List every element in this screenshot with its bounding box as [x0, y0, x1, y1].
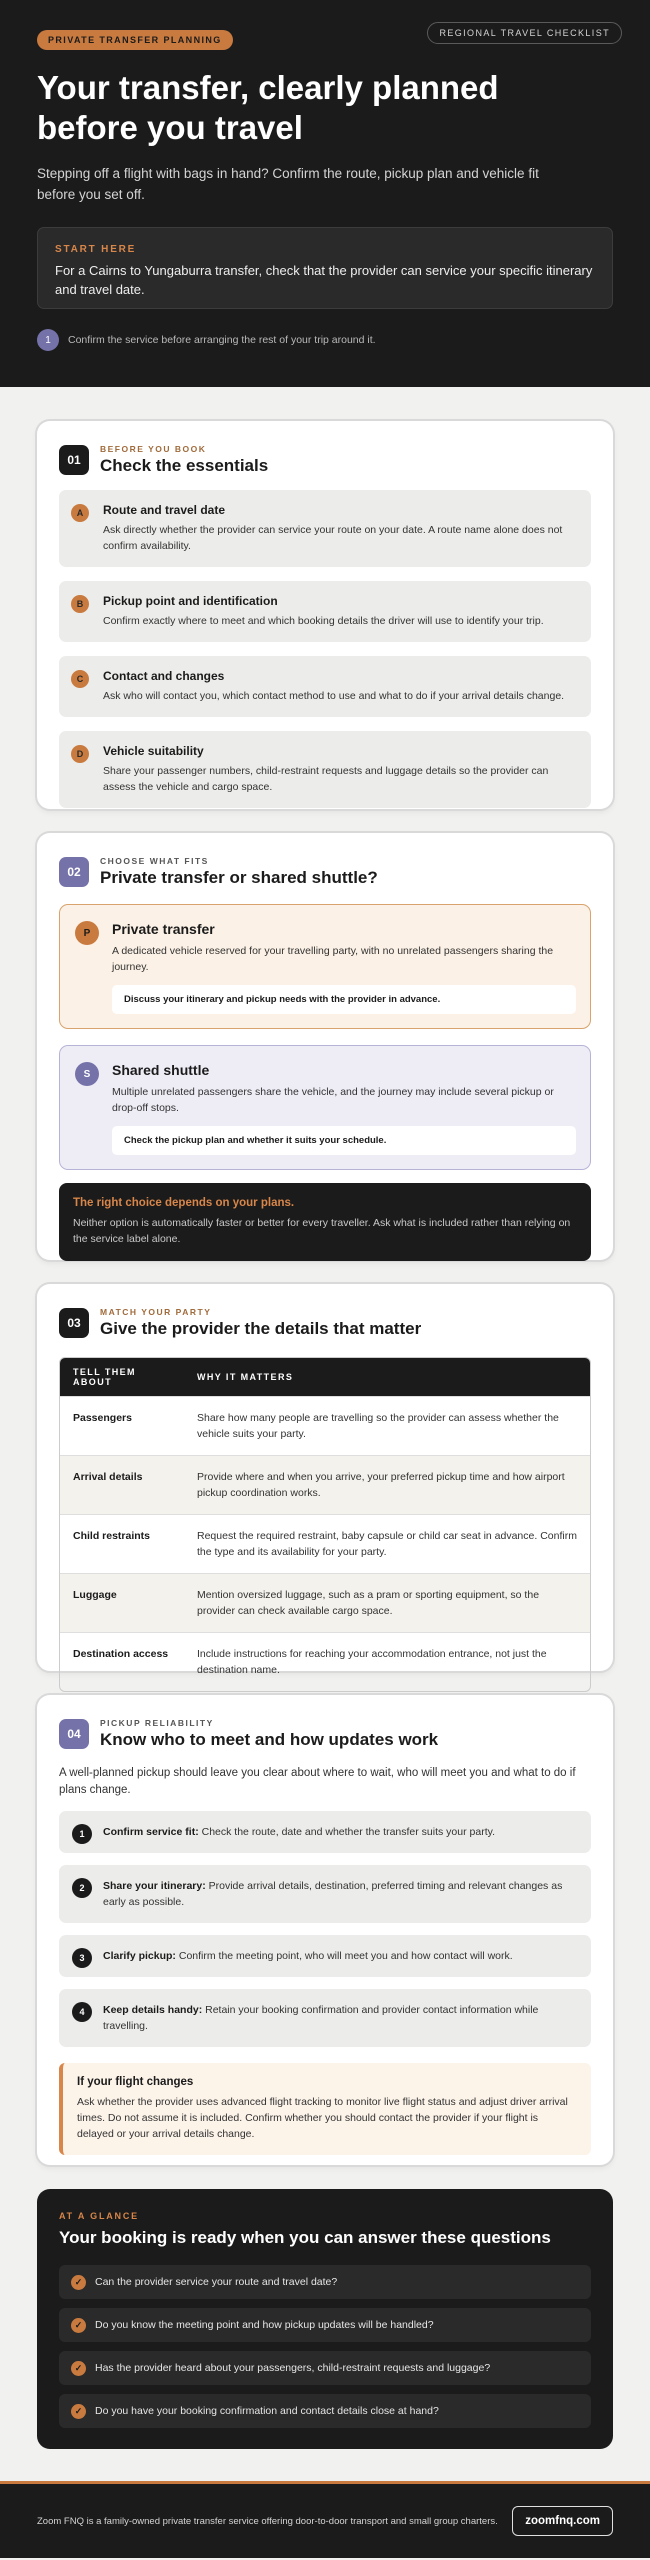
checklist-badge: REGIONAL TRAVEL CHECKLIST — [427, 22, 622, 44]
step-number: 2 — [72, 1878, 92, 1898]
checklist-item — [59, 2394, 591, 2428]
step-number: 4 — [72, 2002, 92, 2022]
start-here-box — [37, 227, 613, 309]
step-text: Check the route, date and whether the transfer suits your party. — [198, 1826, 495, 1838]
list-item — [59, 731, 591, 808]
list-item — [59, 1935, 591, 1977]
hero — [0, 0, 650, 387]
option-text: Multiple unrelated passengers share the vehicle, and the journey may include several pickup or drop-off stops. — [112, 1086, 554, 1114]
section-intro: A well-planned pickup should leave you clear about where to wait, who will meet you and what to do if plans change. — [59, 1767, 576, 1796]
checklist-question: Has the provider heard about your passengers, child-restraint requests and luggage? — [95, 2362, 491, 2374]
confirm-text: Confirm the service before arranging the rest of your trip around it. — [68, 334, 376, 346]
section-caption: MATCH YOUR PARTY — [100, 1307, 212, 1317]
check-icon: ✓ — [71, 2318, 86, 2333]
section-number: 04 — [59, 1719, 89, 1749]
option-heading: Private transfer — [112, 921, 215, 937]
section-caption: BEFORE YOU BOOK — [100, 444, 207, 454]
option-text: A dedicated vehicle reserved for your travelling party, with no unrelated passengers sharing the journey. — [112, 945, 554, 973]
option-tip: Discuss your itinerary and pickup needs with the provider in advance. — [112, 985, 576, 1014]
item-heading: Contact and changes — [103, 669, 225, 683]
table-cell-value: Request the required restraint, baby capsule or child car seat in advance. Confirm the type and its availability for your party. — [184, 1514, 590, 1573]
footer — [0, 2481, 650, 2558]
option-heading: Shared shuttle — [112, 1062, 210, 1078]
flight-note-text: Ask whether the provider uses advanced flight tracking to monitor live flight status and adjust driver arrival times. Do not assume it is included. Confirm whether you should contact the provider if your flight is delayed or your arrival details change. — [77, 2096, 568, 2140]
confirm-note — [37, 329, 613, 351]
step-number: 1 — [72, 1824, 92, 1844]
table-row — [60, 1455, 590, 1514]
section-essentials — [37, 421, 613, 809]
table-cell-value: Include instructions for reaching your accommodation entrance, not just the destination name. — [184, 1632, 590, 1691]
step-text: Confirm the meeting point, who will meet you and how contact will work. — [175, 1950, 513, 1962]
item-text: Confirm exactly where to meet and which booking details the driver will use to identify your trip. — [103, 615, 544, 627]
at-a-glance — [37, 2189, 613, 2449]
list-item — [59, 1865, 591, 1923]
glance-title: Your booking is ready when you can answer these questions — [59, 2228, 551, 2247]
list-item — [59, 490, 591, 567]
step-text: Provide arrival details, destination, preferred timing and relevant changes as early as possible. — [103, 1880, 563, 1908]
section-number: 02 — [59, 857, 89, 887]
section-number: 01 — [59, 445, 89, 475]
section-title: Check the essentials — [100, 456, 269, 475]
table-cell-value: Mention oversized luggage, such as a pram or sporting equipment, so the provider can check available cargo space. — [184, 1573, 590, 1632]
section-details — [37, 1284, 613, 1676]
item-letter: C — [71, 670, 89, 688]
hero-lead: Stepping off a flight with bags in hand? Confirm the route, pickup plan and vehicle fit before you set off. — [37, 166, 539, 202]
table-cell-key: Child restraints — [60, 1514, 184, 1573]
checklist-item — [59, 2308, 591, 2342]
section-title: Know who to meet and how updates work — [100, 1730, 439, 1749]
list-item — [59, 1989, 591, 2047]
table-header: TELL THEM ABOUT — [60, 1358, 184, 1396]
start-here-label: START HERE — [55, 244, 137, 255]
option-letter: P — [75, 921, 99, 945]
table-row — [60, 1396, 590, 1455]
section-caption: CHOOSE WHAT FITS — [100, 856, 209, 866]
item-heading: Route and travel date — [103, 503, 226, 517]
flight-note-title: If your flight changes — [77, 2076, 194, 2088]
section-pickup — [37, 1695, 613, 2165]
page-title: Your transfer, clearly planned before you travel — [37, 69, 499, 146]
checklist-item — [59, 2265, 591, 2299]
choice-note — [59, 1183, 591, 1261]
table-cell-value: Share how many people are travelling so the provider can assess whether the vehicle suits your party. — [184, 1396, 590, 1455]
item-heading: Vehicle suitability — [103, 744, 204, 758]
table-header: WHY IT MATTERS — [184, 1358, 590, 1396]
step-number: 3 — [72, 1948, 92, 1968]
glance-caption: AT A GLANCE — [59, 2211, 139, 2221]
check-icon: ✓ — [71, 2275, 86, 2290]
start-here-text: For a Cairns to Yungaburra transfer, check that the provider can service your specific itinerary and travel date. — [55, 263, 593, 297]
shared-shuttle-option — [59, 1045, 591, 1170]
step-label: Clarify pickup: — [103, 1950, 176, 1962]
details-table — [59, 1357, 591, 1692]
section-number: 03 — [59, 1308, 89, 1338]
choice-note-text: Neither option is automatically faster or better for every traveller. Ask what is included rather than relying on the service label alone. — [73, 1217, 571, 1245]
item-text: Ask who will contact you, which contact method to use and what to do if your arrival details change. — [103, 690, 565, 702]
table-row — [60, 1573, 590, 1632]
list-item — [59, 581, 591, 642]
item-text: Ask directly whether the provider can service your route on your date. A route name alone does not confirm availability. — [103, 524, 563, 552]
table-row — [60, 1514, 590, 1573]
section-caption: PICKUP RELIABILITY — [100, 1718, 214, 1728]
step-text: Retain your booking confirmation and provider contact information while travelling. — [103, 2004, 539, 2032]
flight-changes-note — [59, 2063, 591, 2155]
item-letter: A — [71, 504, 89, 522]
item-letter: B — [71, 595, 89, 613]
checklist-question: Do you have your booking confirmation and contact details close at hand? — [95, 2405, 439, 2417]
option-letter: S — [75, 1062, 99, 1086]
checklist-question: Can the provider service your route and travel date? — [95, 2276, 338, 2288]
item-text: Share your passenger numbers, child-restraint requests and luggage details so the provider can assess the vehicle and cargo space. — [103, 765, 549, 793]
table-cell-key: Luggage — [60, 1573, 184, 1632]
check-icon: ✓ — [71, 2404, 86, 2419]
table-cell-key: Passengers — [60, 1396, 184, 1455]
checklist-question: Do you know the meeting point and how pickup updates will be handled? — [95, 2319, 434, 2331]
table-cell-value: Provide where and when you arrive, your preferred pickup time and how airport pickup coordination works. — [184, 1455, 590, 1514]
table-cell-key: Arrival details — [60, 1455, 184, 1514]
brand-link[interactable]: zoomfnq.com — [512, 2506, 613, 2536]
footer-text: Zoom FNQ is a family-owned private transfer service offering door-to-door transport and small group charters. — [37, 2515, 498, 2527]
section-title: Private transfer or shared shuttle? — [100, 868, 378, 887]
choice-note-title: The right choice depends on your plans. — [73, 1197, 295, 1209]
item-heading: Pickup point and identification — [103, 594, 278, 608]
item-letter: D — [71, 745, 89, 763]
table-cell-key: Destination access — [60, 1632, 184, 1691]
step-label: Keep details handy: — [103, 2004, 203, 2016]
list-item — [59, 656, 591, 717]
list-item — [59, 1811, 591, 1853]
section-transfer-type — [37, 833, 613, 1260]
section-title: Give the provider the details that matter — [100, 1319, 422, 1338]
option-tip: Check the pickup plan and whether it suits your schedule. — [112, 1126, 576, 1155]
checklist-item — [59, 2351, 591, 2385]
hero-badge: PRIVATE TRANSFER PLANNING — [37, 30, 233, 50]
table-row — [60, 1632, 590, 1691]
step-label: Confirm service fit: — [103, 1826, 199, 1838]
check-icon: ✓ — [71, 2361, 86, 2376]
private-transfer-option — [59, 904, 591, 1029]
step-label: Share your itinerary: — [103, 1880, 206, 1892]
confirm-number: 1 — [37, 329, 59, 351]
